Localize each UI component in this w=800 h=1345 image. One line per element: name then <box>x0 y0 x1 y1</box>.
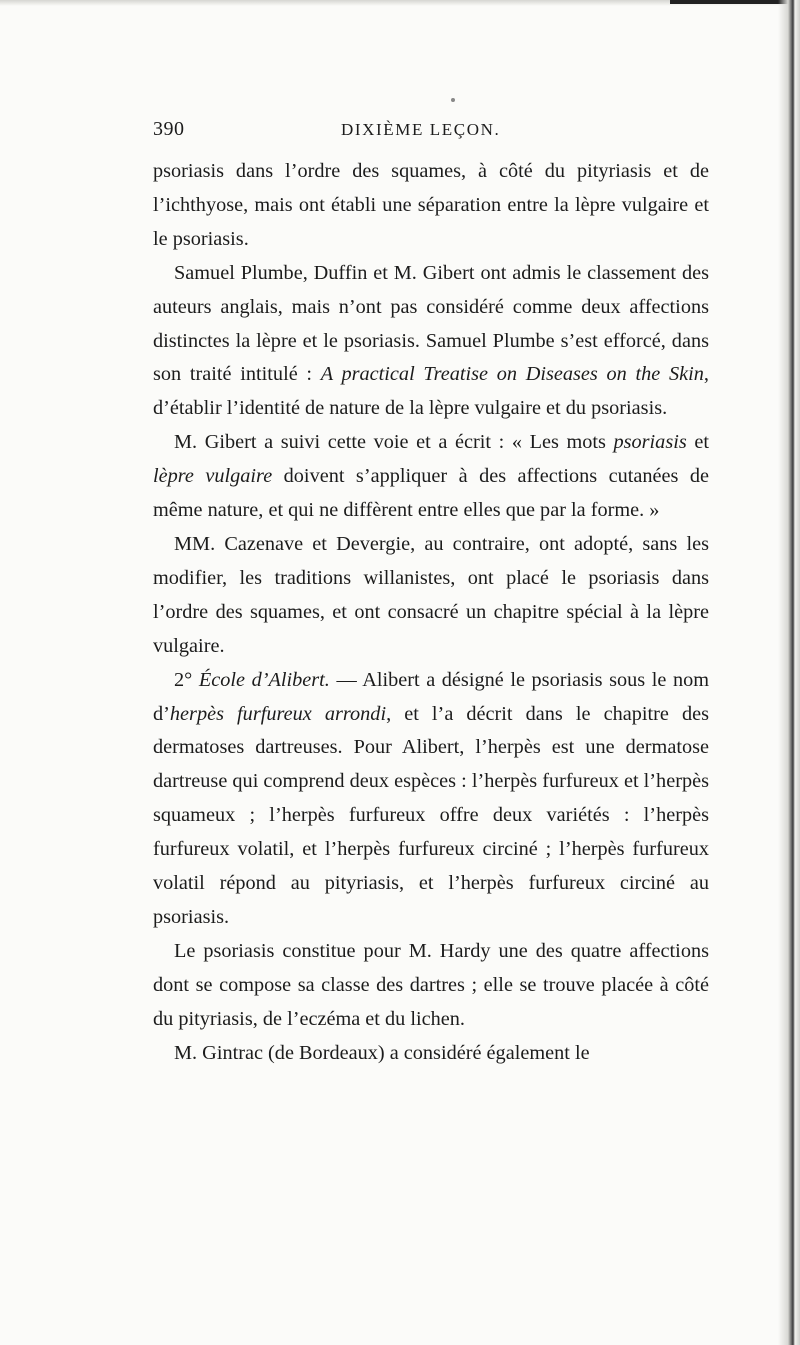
paragraph-2-text-a: Samuel Plumbe, Duffin et M. Gibert ont admis le classement des auteurs anglais, mais n’ont pas considéré comme deux affections distinctes la lèpre et le psoriasis. Samuel Plumbe s’est efforcé, dans son traité intitulé : <box>153 261 709 386</box>
paragraph-3-text-a: M. Gibert a suivi cette voie et a écrit : « Les mots <box>174 431 614 454</box>
paragraph-6-text: Le psoriasis constitue pour M. Hardy une des quatre affections dont se compose sa classe des dartres ; elle se trouve placée à côté du pityriasis, de l’eczéma et du lichen. <box>153 939 709 1030</box>
paragraph-5-text-a: — Alibert a désigné le psoriasis sous le nom d’ <box>153 668 710 725</box>
ink-speck <box>451 98 455 102</box>
section-heading: École d’Alibert. <box>198 668 330 691</box>
paragraph-3-conjunction: et <box>686 431 709 454</box>
paragraph-2 <box>153 257 709 427</box>
page-body <box>153 155 709 1070</box>
treatise-title: A practical Treatise on Diseases on the Skin <box>320 363 704 386</box>
page-header <box>0 118 800 148</box>
paragraph-5-text-b: , et l’a décrit dans le chapitre des dermatoses dartreuses. Pour Alibert, l’herpès est une dermatose dartreuse qui comprend deux espèces : l’herpès furfureux et l’herpès squameux ; l’herpès furfureux offre deux variétés : l’herpès furfureux volatil, et l’herpès furfureux circiné ; l’herpès furfureux volatil répond au pityriasis, et l’herpès furfureux circiné au psoriasis. <box>153 702 709 928</box>
running-head: DIXIÈME LEÇON. <box>341 120 501 139</box>
paragraph-5 <box>153 664 709 935</box>
paragraph-3-text-b: doivent s’appliquer à des affections cutanées de même nature, et qui ne diffèrent entre elles que par la forme. » <box>153 465 709 522</box>
paragraph-7 <box>153 1037 709 1071</box>
term-psoriasis: psoriasis <box>613 431 687 454</box>
paragraph-1 <box>153 155 709 257</box>
paragraph-1-text: psoriasis dans l’ordre des squames, à côté du pityriasis et de l’ichthyose, mais ont établi une séparation entre la lèpre vulgaire et le psoriasis. <box>153 160 709 250</box>
section-number: 2° <box>174 668 199 691</box>
paragraph-4 <box>153 528 709 664</box>
page-number: 390 <box>153 118 185 140</box>
paragraph-6 <box>153 935 709 1037</box>
scan-right-edge <box>778 0 800 1345</box>
term-lepre-vulgaire: lèpre vulgaire <box>153 465 273 488</box>
paragraph-2-text-b: , d’établir l’identité de nature de la lèpre vulgaire et du psoriasis. <box>153 363 709 420</box>
term-herpes-furfureux-arrondi: herpès furfureux arrondi <box>169 702 387 725</box>
paragraph-4-text: MM. Cazenave et Devergie, au contraire, ont adopté, sans les modifier, les traditions willanistes, ont placé le psoriasis dans l’ordre des squames, et ont consacré un chapitre spécial à la lèpre vulgaire. <box>153 532 709 657</box>
paragraph-7-text: M. Gintrac (de Bordeaux) a considéré également le <box>174 1041 590 1064</box>
paragraph-3 <box>153 426 709 528</box>
